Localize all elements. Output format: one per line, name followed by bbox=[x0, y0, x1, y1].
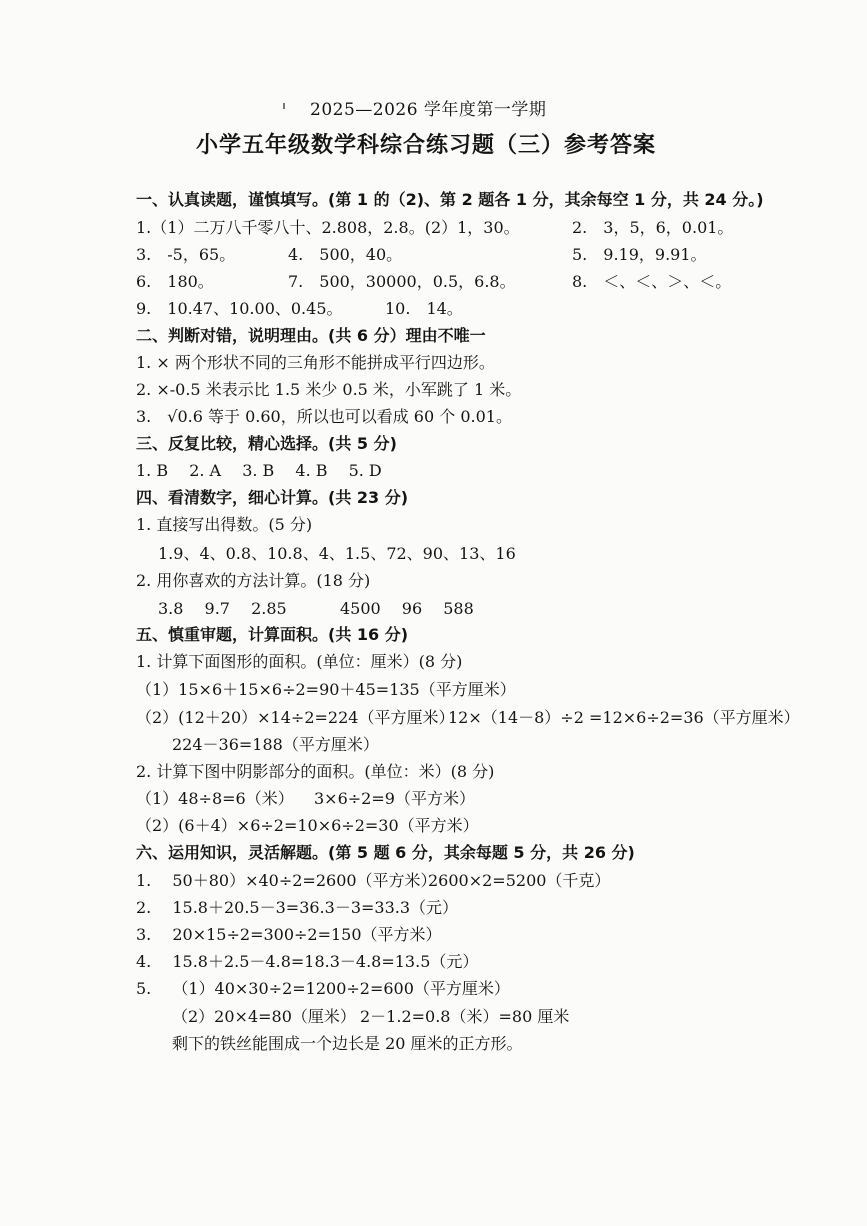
s5-answer-b1: （1）48÷8=6（米） bbox=[136, 789, 294, 808]
s3-answers: 1. B 2. A 3. B 4. B 5. D bbox=[136, 461, 382, 480]
s1-q10: 10. 14。 bbox=[385, 299, 463, 318]
s4-sub-1: 1. 直接写出得数。(5 分) bbox=[136, 515, 313, 534]
s2-line-2: 2. ×-0.5 米表示比 1.5 米少 0.5 米，小军跳了 1 米。 bbox=[136, 380, 522, 399]
s6-line-5: 5. （1）40×30÷2=1200÷2=600（平方厘米） bbox=[136, 979, 510, 998]
s1-q1: 1.（1）二万八千零八十、2.808，2.8。(2）1，30。 bbox=[136, 218, 520, 237]
school-year: 2025—2026 学年度第一学期 bbox=[310, 100, 547, 120]
s5-answer-b1b: 3×6÷2=9（平方米） bbox=[314, 789, 475, 808]
section-2-heading: 二、判断对错，说明理由。(共 6 分）理由不唯一 bbox=[136, 326, 486, 345]
section-3-heading: 三、反复比较，精心选择。(共 5 分) bbox=[136, 434, 397, 453]
s5-answer-1: （1）15×6＋15×6÷2=90＋45=135（平方厘米） bbox=[136, 680, 516, 699]
s6-line-1: 1. 50＋80）×40÷2=2600（平方米） bbox=[136, 871, 437, 890]
section-5-heading: 五、慎重审题，计算面积。(共 16 分) bbox=[136, 625, 409, 644]
s2-line-3: 3. √0.6 等于 0.60，所以也可以看成 60 个 0.01。 bbox=[136, 407, 512, 426]
s5-answer-2b: 12×（14－8）÷2 =12×6÷2=36（平方厘米） bbox=[448, 708, 800, 727]
scan-mark bbox=[283, 103, 285, 109]
section-1-heading: 一、认真读题，谨慎填写。(第 1 的（2)、第 2 题各 1 分，其余每空 1 分，共 24 分。) bbox=[136, 190, 764, 209]
s5-answer-2: （2）(12＋20）×14÷2=224（平方厘米） bbox=[136, 708, 455, 727]
s6-line-3: 3. 20×15÷2=300÷2=150（平方米） bbox=[136, 925, 442, 944]
s6-line-5b: （2）20×4=80（厘米） bbox=[172, 1007, 356, 1026]
s1-q8: 8. ＜、＜、＞、＜。 bbox=[572, 272, 732, 291]
s5-sub-2: 2. 计算下图中阴影部分的面积。(单位：米）(8 分) bbox=[136, 762, 495, 781]
s6-line-2: 2. 15.8＋20.5－3=36.3－3=33.3（元） bbox=[136, 898, 459, 917]
s1-q6: 6. 180。 bbox=[136, 272, 214, 291]
s1-q2: 2. 3，5，6，0.01。 bbox=[572, 218, 734, 237]
s5-answer-b2: （2）(6＋4）×6÷2=10×6÷2=30（平方米） bbox=[136, 816, 479, 835]
s5-sub-1: 1. 计算下面图形的面积。(单位：厘米）(8 分) bbox=[136, 652, 463, 671]
s4-sub-2: 2. 用你喜欢的方法计算。(18 分) bbox=[136, 571, 371, 590]
s1-q5: 5. 9.19，9.91。 bbox=[572, 245, 707, 264]
s6-line-5c: 2－1.2=0.8（米）=80 厘米 bbox=[360, 1007, 570, 1026]
s6-line-4: 4. 15.8＋2.5－4.8=18.3－4.8=13.5（元） bbox=[136, 952, 479, 971]
s1-q4: 4. 500，40。 bbox=[288, 245, 403, 264]
s6-line-5d: 剩下的铁丝能围成一个边长是 20 厘米的正方形。 bbox=[172, 1034, 523, 1053]
s4-answers-1: 1.9、4、0.8、10.8、4、1.5、72、90、13、16 bbox=[158, 544, 516, 563]
s6-line-1b: 2600×2=5200（千克） bbox=[428, 871, 611, 890]
s1-q9: 9. 10.47、10.00、0.45。 bbox=[136, 299, 343, 318]
s1-q3: 3. -5，65。 bbox=[136, 245, 236, 264]
section-6-heading: 六、运用知识，灵活解题。(第 5 题 6 分，其余每题 5 分，共 26 分) bbox=[136, 843, 635, 862]
s4-answers-2a: 3.8 9.7 2.85 bbox=[158, 599, 287, 618]
s5-answer-3: 224－36=188（平方厘米） bbox=[172, 735, 379, 754]
section-4-heading: 四、看清数字，细心计算。(共 23 分) bbox=[136, 488, 409, 507]
page-title: 小学五年级数学科综合练习题（三）参考答案 bbox=[196, 133, 657, 158]
s4-answers-2b: 4500 96 588 bbox=[340, 599, 474, 618]
s2-line-1: 1. × 两个形状不同的三角形不能拼成平行四边形。 bbox=[136, 353, 495, 372]
s1-q7: 7. 500，30000，0.5，6.8。 bbox=[288, 272, 516, 291]
